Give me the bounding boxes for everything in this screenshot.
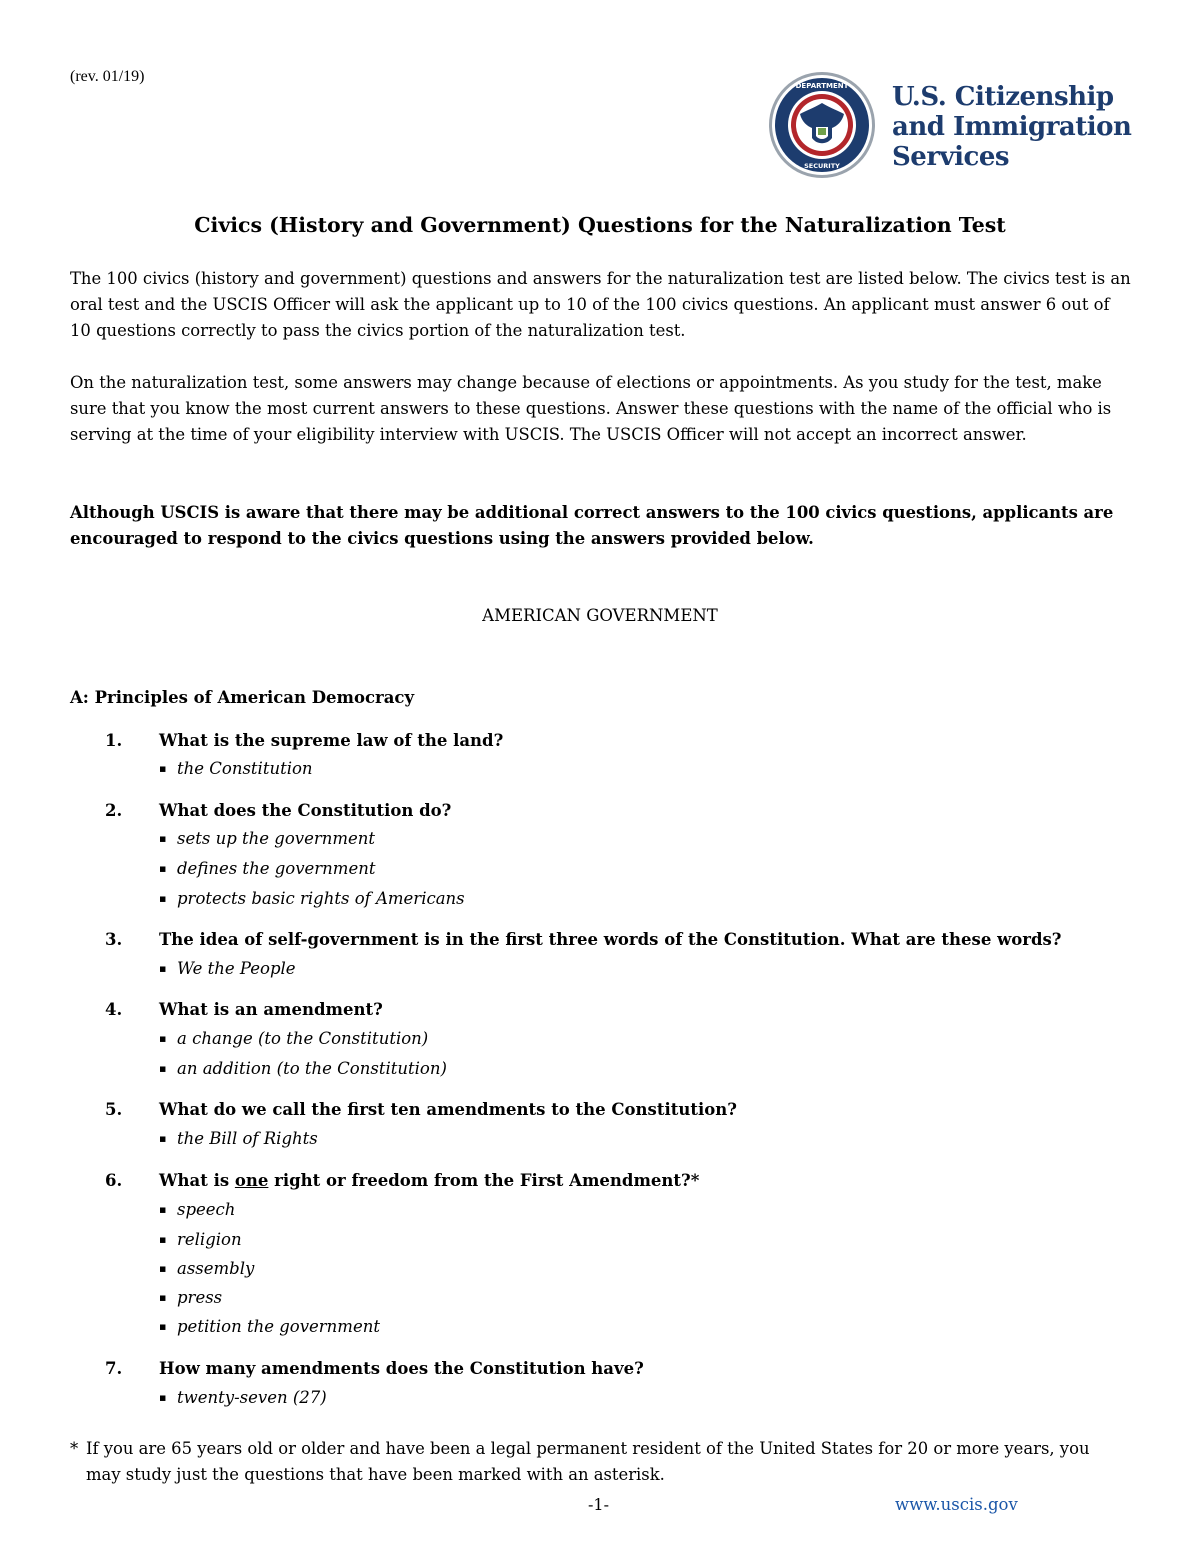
footnote (70, 1436, 1130, 1488)
agency-name-line: and Immigration (892, 112, 1132, 142)
question-text: How many amendments does the Constitution have? (159, 1359, 644, 1378)
answer-item: ▪ the Constitution (159, 759, 313, 778)
question-text: What do we call the first ten amendments to the Constitution? (159, 1100, 737, 1119)
footnote-marker: * (70, 1439, 79, 1458)
answer-item: ▪ protects basic rights of Americans (159, 889, 465, 908)
question-number: 7. (105, 1359, 123, 1378)
answer-item: ▪ sets up the government (159, 829, 376, 848)
intro-paragraph-1: The 100 civics (history and government) questions and answers for the naturalization test are listed below. The civics test is an oral test and the USCIS Officer will ask the applicant up to 10 of the 100 civics questions. An applicant must answer 6 out of 10 questions correctly to pass the civics portion of the naturalization test. (70, 269, 1131, 340)
question-number: 4. (105, 1000, 123, 1019)
dhs-seal-icon (767, 70, 877, 180)
agency-name-line: Services (892, 142, 1010, 172)
answer-item: ▪ the Bill of Rights (159, 1129, 318, 1148)
question-number: 5. (105, 1100, 123, 1119)
answer-item: ▪ We the People (159, 959, 296, 978)
emphasis-underline: one (234, 1171, 269, 1190)
question-text: What does the Constitution do? (159, 801, 452, 820)
answer-item: ▪ press (159, 1288, 223, 1307)
website-link[interactable]: www.uscis.gov (895, 1495, 1018, 1514)
question-number: 2. (105, 801, 123, 820)
answer-item: ▪ religion (159, 1230, 242, 1249)
question-text: What is the supreme law of the land? (159, 731, 504, 750)
uscis-logo (767, 70, 1137, 185)
svg-text:DEPARTMENT: DEPARTMENT (795, 82, 849, 90)
section-title: AMERICAN GOVERNMENT (482, 606, 718, 625)
subsection-title: A: Principles of American Democracy (70, 688, 415, 707)
answer-item: ▪ speech (159, 1200, 236, 1219)
answer-item: ▪ petition the government (159, 1317, 380, 1336)
agency-name-line: U.S. Citizenship (892, 82, 1114, 112)
svg-text:SECURITY: SECURITY (804, 162, 840, 170)
answer-item: ▪ an addition (to the Constitution) (159, 1059, 447, 1078)
agency-name (892, 82, 1131, 172)
document-title: Civics (History and Government) Questions for the Naturalization Test (194, 213, 1006, 237)
footnote-line: If you are 65 years old or older and have been a legal permanent resident of the United States for 20 or more years, you (86, 1439, 1090, 1458)
answer-item: ▪ assembly (159, 1259, 255, 1278)
answer-item: ▪ twenty-seven (27) (159, 1388, 327, 1407)
question-number: 6. (105, 1171, 123, 1190)
question-text: The idea of self-government is in the first three words of the Constitution. What are these words? (159, 930, 1062, 949)
answer-item: ▪ a change (to the Constitution) (159, 1029, 429, 1048)
intro-paragraph-3: Although USCIS is aware that there may be additional correct answers to the 100 civics questions, applicants are encouraged to respond to the civics questions using the answers provided below. (70, 503, 1114, 548)
question-text: What is an amendment? (159, 1000, 383, 1019)
question-number: 3. (105, 930, 123, 949)
revision-date: (rev. 01/19) (70, 68, 145, 85)
footnote-line: may study just the questions that have been marked with an asterisk. (86, 1465, 665, 1484)
question-text: What is one right or freedom from the First Amendment?* (159, 1171, 700, 1190)
answer-item: ▪ defines the government (159, 859, 376, 878)
question-number: 1. (105, 731, 123, 750)
intro-paragraph-2: On the naturalization test, some answers may change because of elections or appointments. As you study for the test, make sure that you know the most current answers to these questions. Answer these questions with the name of the official who is serving at the time of your eligibility interview with USCIS. The USCIS Officer will not accept an incorrect answer. (70, 373, 1112, 444)
page-number: -1- (588, 1495, 609, 1514)
